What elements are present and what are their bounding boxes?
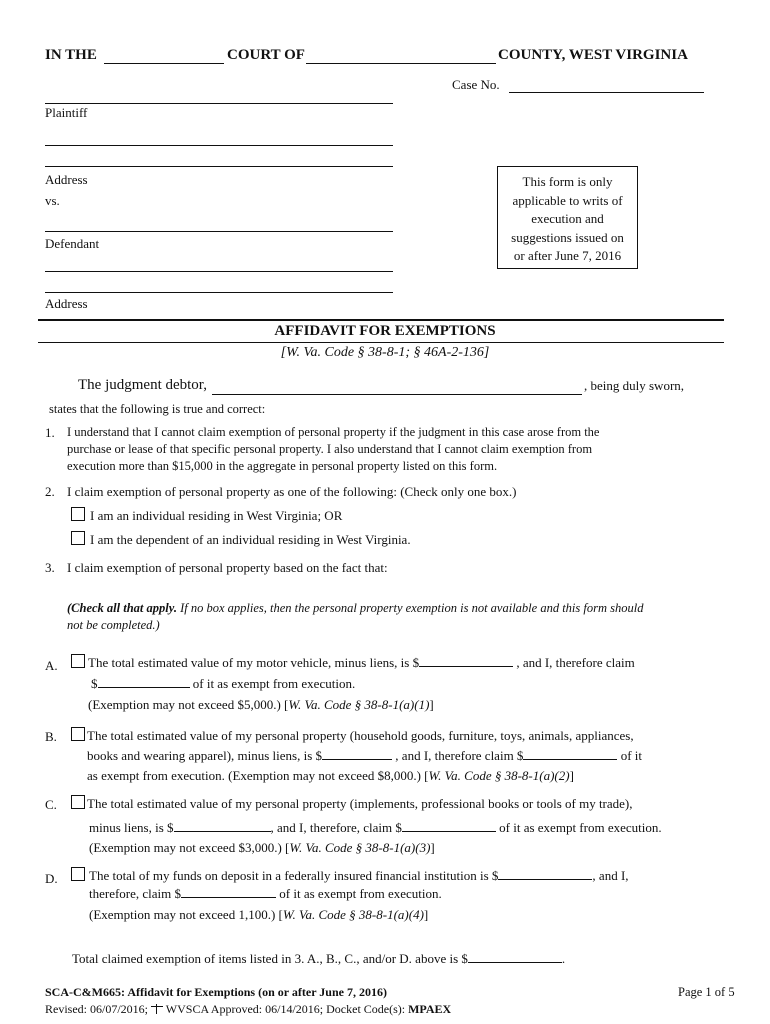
total-line bbox=[72, 951, 565, 967]
item-b-text: books and wearing apparel), minus liens, is $ bbox=[87, 748, 323, 763]
item-b-line3 bbox=[87, 768, 574, 784]
item-a-text: The total estimated value of my motor vehicle, minus liens, is $ bbox=[88, 655, 420, 670]
states-text: states that the following is true and correct: bbox=[49, 402, 266, 416]
item-a-line3 bbox=[88, 697, 434, 713]
defendant-line[interactable] bbox=[45, 231, 393, 232]
item-b-text-3: of it bbox=[617, 748, 642, 763]
deposit-value-field[interactable] bbox=[498, 868, 592, 880]
item-a-line1 bbox=[88, 655, 635, 671]
item-a-code: W. Va. Code § 38-8-1(a)(1) bbox=[288, 697, 430, 712]
title-rule-bottom bbox=[38, 342, 724, 343]
item3-note-bold: (Check all that apply. bbox=[67, 601, 177, 615]
item1-line: purchase or lease of that specific personal property. I also understand that I cannot claim exemption from bbox=[67, 442, 593, 456]
notice-line: execution and bbox=[531, 211, 604, 227]
item-b-line2 bbox=[87, 748, 642, 764]
motor-vehicle-checkbox[interactable] bbox=[71, 654, 85, 668]
plaintiff-label: Plaintiff bbox=[45, 105, 88, 120]
item-a-letter: A. bbox=[45, 658, 58, 673]
item-c-line1: The total estimated value of my personal property (implements, professional books or tools of my trade), bbox=[87, 796, 633, 811]
item3-text: I claim exemption of personal property based on the fact that: bbox=[67, 560, 388, 575]
household-value-field[interactable] bbox=[322, 748, 392, 760]
header-court-of: COURT OF bbox=[227, 47, 305, 63]
item3-note bbox=[67, 601, 643, 616]
footer-form-id: SCA-C&M665: Affidavit for Exemptions (on or after June 7, 2016) bbox=[45, 985, 387, 999]
item1-number: 1. bbox=[45, 425, 55, 440]
dependent-checkbox[interactable] bbox=[71, 531, 85, 545]
defendant-label: Defendant bbox=[45, 236, 100, 251]
bank-deposit-checkbox[interactable] bbox=[71, 867, 85, 881]
item-d-line3 bbox=[89, 907, 428, 923]
notice-line: applicable to writs of bbox=[512, 192, 623, 208]
dependent-option-label: I am the dependent of an individual residing in West Virginia. bbox=[90, 532, 411, 547]
item-d-letter: D. bbox=[45, 871, 58, 886]
total-claim-field[interactable] bbox=[468, 951, 562, 963]
item-a-bracket: ] bbox=[429, 697, 434, 712]
item3-note-line2: not be completed.) bbox=[67, 618, 160, 632]
plaintiff-line[interactable] bbox=[45, 103, 393, 104]
household-goods-checkbox[interactable] bbox=[71, 727, 85, 741]
deposit-claim-field[interactable] bbox=[181, 886, 276, 898]
item2-number: 2. bbox=[45, 484, 55, 499]
defendant-address-line[interactable] bbox=[45, 292, 393, 293]
item2-text: I claim exemption of personal property as one of the following: (Check only one box.) bbox=[67, 484, 517, 499]
item-c-bracket: ] bbox=[430, 840, 435, 855]
trade-tools-checkbox[interactable] bbox=[71, 795, 85, 809]
item-c-line2 bbox=[89, 820, 662, 836]
plaintiff-address-line[interactable] bbox=[45, 166, 393, 167]
form-title: AFFIDAVIT FOR EXEMPTIONS bbox=[274, 323, 496, 339]
item-b-letter: B. bbox=[45, 729, 57, 744]
item-c-limit: (Exemption may not exceed $3,000.) [ bbox=[89, 840, 290, 855]
footer-page-number: Page 1 of 5 bbox=[678, 985, 735, 999]
item1-line: execution more than $15,000 in the aggregate in personal property listed on this form. bbox=[67, 459, 498, 473]
scales-of-justice-icon bbox=[151, 1004, 163, 1014]
item-d-bracket: ] bbox=[423, 907, 429, 922]
vehicle-claim-field[interactable] bbox=[98, 676, 190, 688]
item1-line: I understand that I cannot claim exemption of personal property if the judgment in this case arose from the bbox=[67, 425, 600, 439]
county-name-line[interactable] bbox=[306, 63, 496, 64]
total-end: . bbox=[561, 951, 566, 966]
item-b-code: W. Va. Code § 38-8-1(a)(2) bbox=[428, 768, 570, 783]
item-b-bracket: ] bbox=[569, 768, 574, 783]
item-d-line2 bbox=[89, 886, 442, 902]
item-d-text: The total of my funds on deposit in a federally insured financial institution is $ bbox=[89, 868, 499, 883]
resident-checkbox[interactable] bbox=[71, 507, 85, 521]
item-d-text-3: therefore, claim $ bbox=[89, 886, 182, 901]
item-b-line1: The total estimated value of my personal property (household goods, furniture, toys, animals, appliances, bbox=[87, 728, 634, 743]
item-c-text: minus liens, is $ bbox=[89, 820, 174, 835]
item-c-code: W. Va. Code § 38-8-1(a)(3) bbox=[289, 840, 431, 855]
resident-option-label: I am an individual residing in West Virginia; OR bbox=[90, 508, 343, 523]
item-a-text-3: of it as exempt from execution. bbox=[189, 676, 356, 691]
case-no-label: Case No. bbox=[452, 77, 500, 92]
footer-revision bbox=[45, 1002, 451, 1017]
item-c-text-2: , and I, therefore, claim $ bbox=[270, 820, 402, 835]
footer-approved: WVSCA Approved: 06/14/2016; Docket Code(s): bbox=[163, 1002, 409, 1016]
plaintiff-line-2[interactable] bbox=[45, 145, 393, 146]
debtor-label: The judgment debtor, bbox=[78, 377, 207, 393]
address-label-1: Address bbox=[45, 172, 88, 187]
title-rule-top bbox=[38, 319, 724, 321]
item-c-text-3: of it as exempt from execution. bbox=[495, 820, 662, 835]
vehicle-value-field[interactable] bbox=[419, 655, 513, 667]
item-d-text-4: of it as exempt from execution. bbox=[276, 886, 442, 901]
footer-docket-code: MPAEX bbox=[408, 1002, 452, 1016]
item-a-line2 bbox=[91, 676, 355, 692]
notice-line: or after June 7, 2016 bbox=[513, 248, 622, 264]
address-label-2: Address bbox=[45, 296, 88, 311]
notice-line: This form is only bbox=[522, 174, 613, 189]
item-b-text-2: , and I, therefore claim $ bbox=[392, 748, 524, 763]
item3-note-rest: If no box applies, then the personal property exemption is not available and this form should bbox=[176, 601, 644, 615]
header-in-the: IN THE bbox=[45, 47, 97, 63]
item-d-limit: (Exemption may not exceed 1,100.) [ bbox=[89, 907, 283, 922]
item-c-line3 bbox=[89, 840, 435, 856]
case-no-field[interactable] bbox=[509, 92, 704, 93]
item-a-text-2: , and I, therefore claim bbox=[513, 655, 635, 670]
item-d-text-2: , and I, bbox=[592, 868, 629, 883]
trade-value-field[interactable] bbox=[174, 820, 271, 832]
total-text: Total claimed exemption of items listed in 3. A., B., C., and/or D. above is $ bbox=[72, 951, 468, 966]
item3-number: 3. bbox=[45, 560, 55, 575]
item-d-line1 bbox=[89, 868, 629, 884]
item-d-code: W. Va. Code § 38-8-1(a)(4) bbox=[282, 907, 424, 922]
item-b-limit: as exempt from execution. (Exemption may not exceed $8,000.) [ bbox=[87, 768, 429, 783]
item-a-limit: (Exemption may not exceed $5,000.) [ bbox=[88, 697, 289, 712]
household-claim-field[interactable] bbox=[523, 748, 617, 760]
dollar-sign: $ bbox=[91, 676, 98, 691]
debtor-name-field[interactable] bbox=[212, 394, 582, 395]
header-county: COUNTY, WEST VIRGINIA bbox=[498, 47, 688, 63]
vs-label: vs. bbox=[45, 193, 60, 208]
court-name-line[interactable] bbox=[104, 63, 224, 64]
footer-revised: Revised: 06/07/2016; bbox=[45, 1002, 148, 1016]
notice-box bbox=[497, 166, 638, 269]
defendant-line-2[interactable] bbox=[45, 271, 393, 272]
form-subtitle: [W. Va. Code § 38-8-1; § 46A-2-136] bbox=[280, 345, 490, 360]
trade-claim-field[interactable] bbox=[402, 820, 496, 832]
sworn-text: , being duly sworn, bbox=[584, 378, 685, 393]
notice-line: suggestions issued on bbox=[511, 229, 624, 245]
item-c-letter: C. bbox=[45, 797, 57, 812]
